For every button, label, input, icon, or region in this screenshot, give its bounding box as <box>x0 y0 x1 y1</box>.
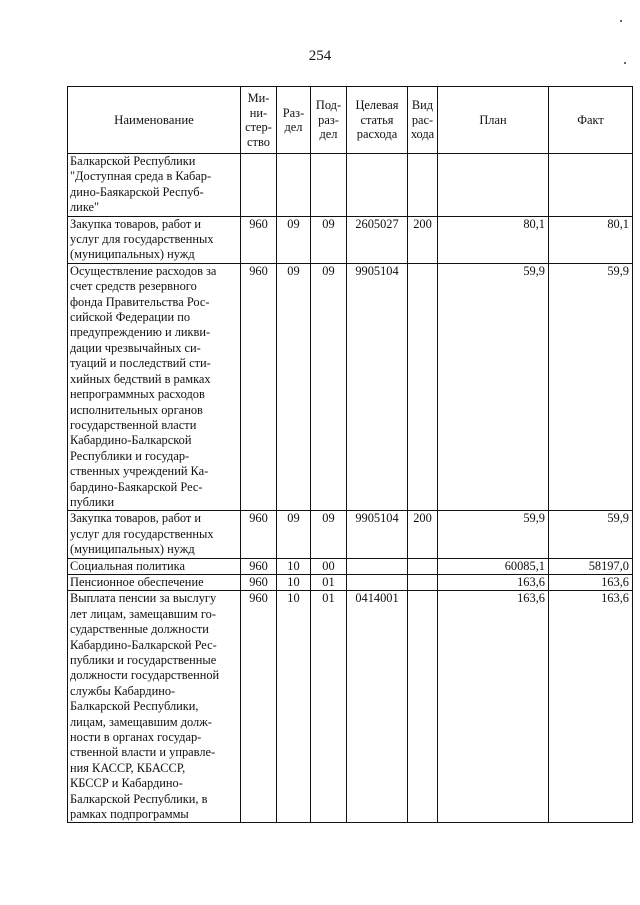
row-plan-cell <box>438 154 549 217</box>
row-name-cell: Социальная политика <box>68 558 241 574</box>
header-subsection: Под- раз- дел <box>311 87 347 154</box>
row-fact-cell: 80,1 <box>549 216 633 263</box>
header-section: Раз- дел <box>277 87 311 154</box>
row-plan-cell: 163,6 <box>438 574 549 590</box>
row-name-cell: Пенсионное обеспечение <box>68 574 241 590</box>
table-row <box>68 591 633 823</box>
row-fact-cell: 59,9 <box>549 511 633 558</box>
table-row <box>68 511 633 558</box>
row-fact-cell: 58197,0 <box>549 558 633 574</box>
row-target-cell: 2605027 <box>347 216 408 263</box>
row-section-cell: 10 <box>277 558 311 574</box>
table-row <box>68 154 633 217</box>
row-section-cell: 09 <box>277 511 311 558</box>
row-ministry-cell: 960 <box>241 511 277 558</box>
row-name-cell: Осуществление расходов за счет средств резервного фонда Правительства Рос- сийской Федерации по предупреждению и ликви- дации чрезвычайных си- туаций и последствий сти- хийных бедствий в рамках непрограммных расходов исполнительных органов государственной власти Кабардино-Балкарской Республики и государ- ственных учреждений Ка- бардино-Баякарской Рес- публики <box>68 263 241 511</box>
row-fact-cell: 163,6 <box>549 591 633 823</box>
header-name: Наименование <box>68 87 241 154</box>
row-target-cell: 9905104 <box>347 511 408 558</box>
row-ministry-cell: 960 <box>241 591 277 823</box>
row-ministry-cell: 960 <box>241 216 277 263</box>
table-row <box>68 263 633 511</box>
row-target-cell <box>347 154 408 217</box>
row-fact-cell: 59,9 <box>549 263 633 511</box>
row-ministry-cell: 960 <box>241 558 277 574</box>
row-name-cell: Балкарской Республики "Доступная среда в Кабар- дино-Баякарской Респуб- лике" <box>68 154 241 217</box>
header-plan: План <box>438 87 549 154</box>
page-number: 254 <box>308 48 332 64</box>
row-type-cell <box>408 591 438 823</box>
table-row <box>68 216 633 263</box>
row-target-cell <box>347 574 408 590</box>
row-fact-cell <box>549 154 633 217</box>
row-subsection-cell: 00 <box>311 558 347 574</box>
row-ministry-cell: 960 <box>241 263 277 511</box>
row-plan-cell: 60085,1 <box>438 558 549 574</box>
row-target-cell <box>347 558 408 574</box>
row-subsection-cell <box>311 154 347 217</box>
row-ministry-cell <box>241 154 277 217</box>
header-row <box>68 87 633 154</box>
header-fact: Факт <box>549 87 633 154</box>
row-type-cell: 200 <box>408 216 438 263</box>
row-section-cell <box>277 154 311 217</box>
table-header <box>68 87 633 154</box>
row-target-cell: 0414001 <box>347 591 408 823</box>
row-plan-cell: 59,9 <box>438 263 549 511</box>
row-type-cell: 200 <box>408 511 438 558</box>
row-section-cell: 10 <box>277 574 311 590</box>
row-subsection-cell: 09 <box>311 511 347 558</box>
row-plan-cell: 163,6 <box>438 591 549 823</box>
row-fact-cell: 163,6 <box>549 574 633 590</box>
row-section-cell: 09 <box>277 216 311 263</box>
row-type-cell <box>408 558 438 574</box>
row-subsection-cell: 09 <box>311 263 347 511</box>
header-ministry: Ми- ни- стер- ство <box>241 87 277 154</box>
row-section-cell: 09 <box>277 263 311 511</box>
row-name-cell: Закупка товаров, работ и услуг для государственных (муниципальных) нужд <box>68 511 241 558</box>
row-target-cell: 9905104 <box>347 263 408 511</box>
row-plan-cell: 80,1 <box>438 216 549 263</box>
row-subsection-cell: 01 <box>311 591 347 823</box>
row-plan-cell: 59,9 <box>438 511 549 558</box>
table-row <box>68 558 633 574</box>
row-section-cell: 10 <box>277 591 311 823</box>
row-type-cell <box>408 574 438 590</box>
scan-speck <box>620 20 622 22</box>
row-name-cell: Выплата пенсии за выслугу лет лицам, замещавшим го- сударственные должности Кабардино-Балкарской Рес- публики и государственные должности государственной службы Кабардино- Балкарской Республики, лицам, замещавшим долж- ности в органах государ- ственной власти и управле- ния КАССР, КБАССР, КБССР и Кабардино- Балкарской Республики, в рамках подпрограммы <box>68 591 241 823</box>
row-type-cell <box>408 154 438 217</box>
header-expense-type: Вид рас- хода <box>408 87 438 154</box>
row-type-cell <box>408 263 438 511</box>
row-name-cell: Закупка товаров, работ и услуг для государственных (муниципальных) нужд <box>68 216 241 263</box>
budget-table <box>67 86 633 823</box>
row-subsection-cell: 01 <box>311 574 347 590</box>
scan-speck <box>624 62 626 64</box>
table-row <box>68 574 633 590</box>
header-target-item: Целевая статья расхода <box>347 87 408 154</box>
table-body <box>68 154 633 823</box>
row-subsection-cell: 09 <box>311 216 347 263</box>
row-ministry-cell: 960 <box>241 574 277 590</box>
